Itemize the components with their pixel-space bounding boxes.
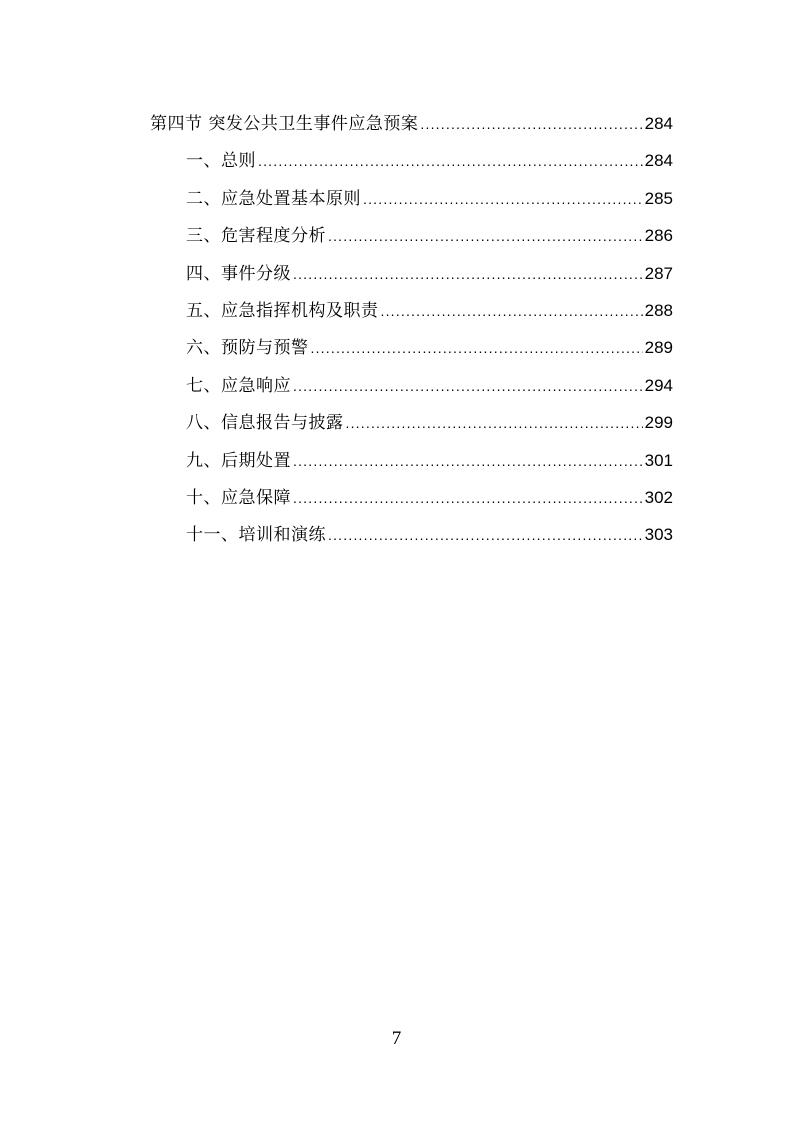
- toc-entry-label: 四、事件分级: [186, 263, 291, 284]
- page-number: 7: [391, 1028, 402, 1049]
- toc-entry-label: 一、总则: [186, 151, 256, 172]
- toc-entry-page: 284: [644, 114, 673, 133]
- toc-entry[interactable]: [150, 367, 673, 404]
- toc-entry[interactable]: [150, 142, 673, 179]
- dot-leader: [293, 368, 643, 405]
- toc-entry-page: 288: [644, 300, 673, 320]
- toc-entry-page: 294: [644, 375, 673, 395]
- dot-leader: [293, 256, 643, 293]
- toc-entry-page: 287: [644, 263, 673, 283]
- dot-leader: [328, 218, 643, 255]
- toc-entry-label: 八、信息报告与披露: [186, 413, 344, 434]
- toc-entry-label: 十一、培训和演练: [186, 525, 326, 546]
- toc-entry[interactable]: [150, 329, 673, 366]
- toc-entry[interactable]: [150, 442, 673, 479]
- toc-entry-page: 285: [644, 188, 673, 208]
- toc-entry-page: 301: [644, 450, 673, 470]
- toc-entry[interactable]: [150, 217, 673, 254]
- toc-section-heading[interactable]: [150, 105, 673, 142]
- toc-entry-label: 十、应急保障: [186, 487, 291, 508]
- toc-entry-label: 九、后期处置: [186, 450, 291, 471]
- dot-leader: [311, 330, 643, 367]
- toc-entry-label: 第四节 突发公共卫生事件应急预案: [150, 114, 419, 134]
- dot-leader: [346, 405, 643, 442]
- toc-entry-page: 284: [644, 151, 673, 171]
- toc-entry-page: 299: [644, 413, 673, 433]
- toc-entry-label: 六、预防与预警: [186, 338, 309, 359]
- toc-entry[interactable]: [150, 255, 673, 292]
- dot-leader: [293, 443, 643, 480]
- toc-entry-label: 三、危害程度分析: [186, 226, 326, 247]
- table-of-contents: [150, 105, 673, 554]
- dot-leader: [293, 480, 643, 517]
- toc-entry-label: 五、应急指挥机构及职责: [186, 300, 379, 321]
- toc-entry-label: 七、应急响应: [186, 375, 291, 396]
- dot-leader: [363, 181, 643, 218]
- toc-entry-page: 303: [644, 525, 673, 545]
- toc-entry-page: 286: [644, 226, 673, 246]
- toc-entry-page: 289: [644, 338, 673, 358]
- toc-entry[interactable]: [150, 404, 673, 441]
- dot-leader: [328, 517, 643, 554]
- toc-entry-label: 二、应急处置基本原则: [186, 188, 361, 209]
- toc-entry[interactable]: [150, 479, 673, 516]
- dot-leader: [258, 143, 643, 180]
- dot-leader: [381, 293, 643, 330]
- toc-entry[interactable]: [150, 292, 673, 329]
- toc-entry-page: 302: [644, 487, 673, 507]
- toc-entry[interactable]: [150, 180, 673, 217]
- dot-leader: [420, 106, 642, 143]
- toc-entry[interactable]: [150, 516, 673, 553]
